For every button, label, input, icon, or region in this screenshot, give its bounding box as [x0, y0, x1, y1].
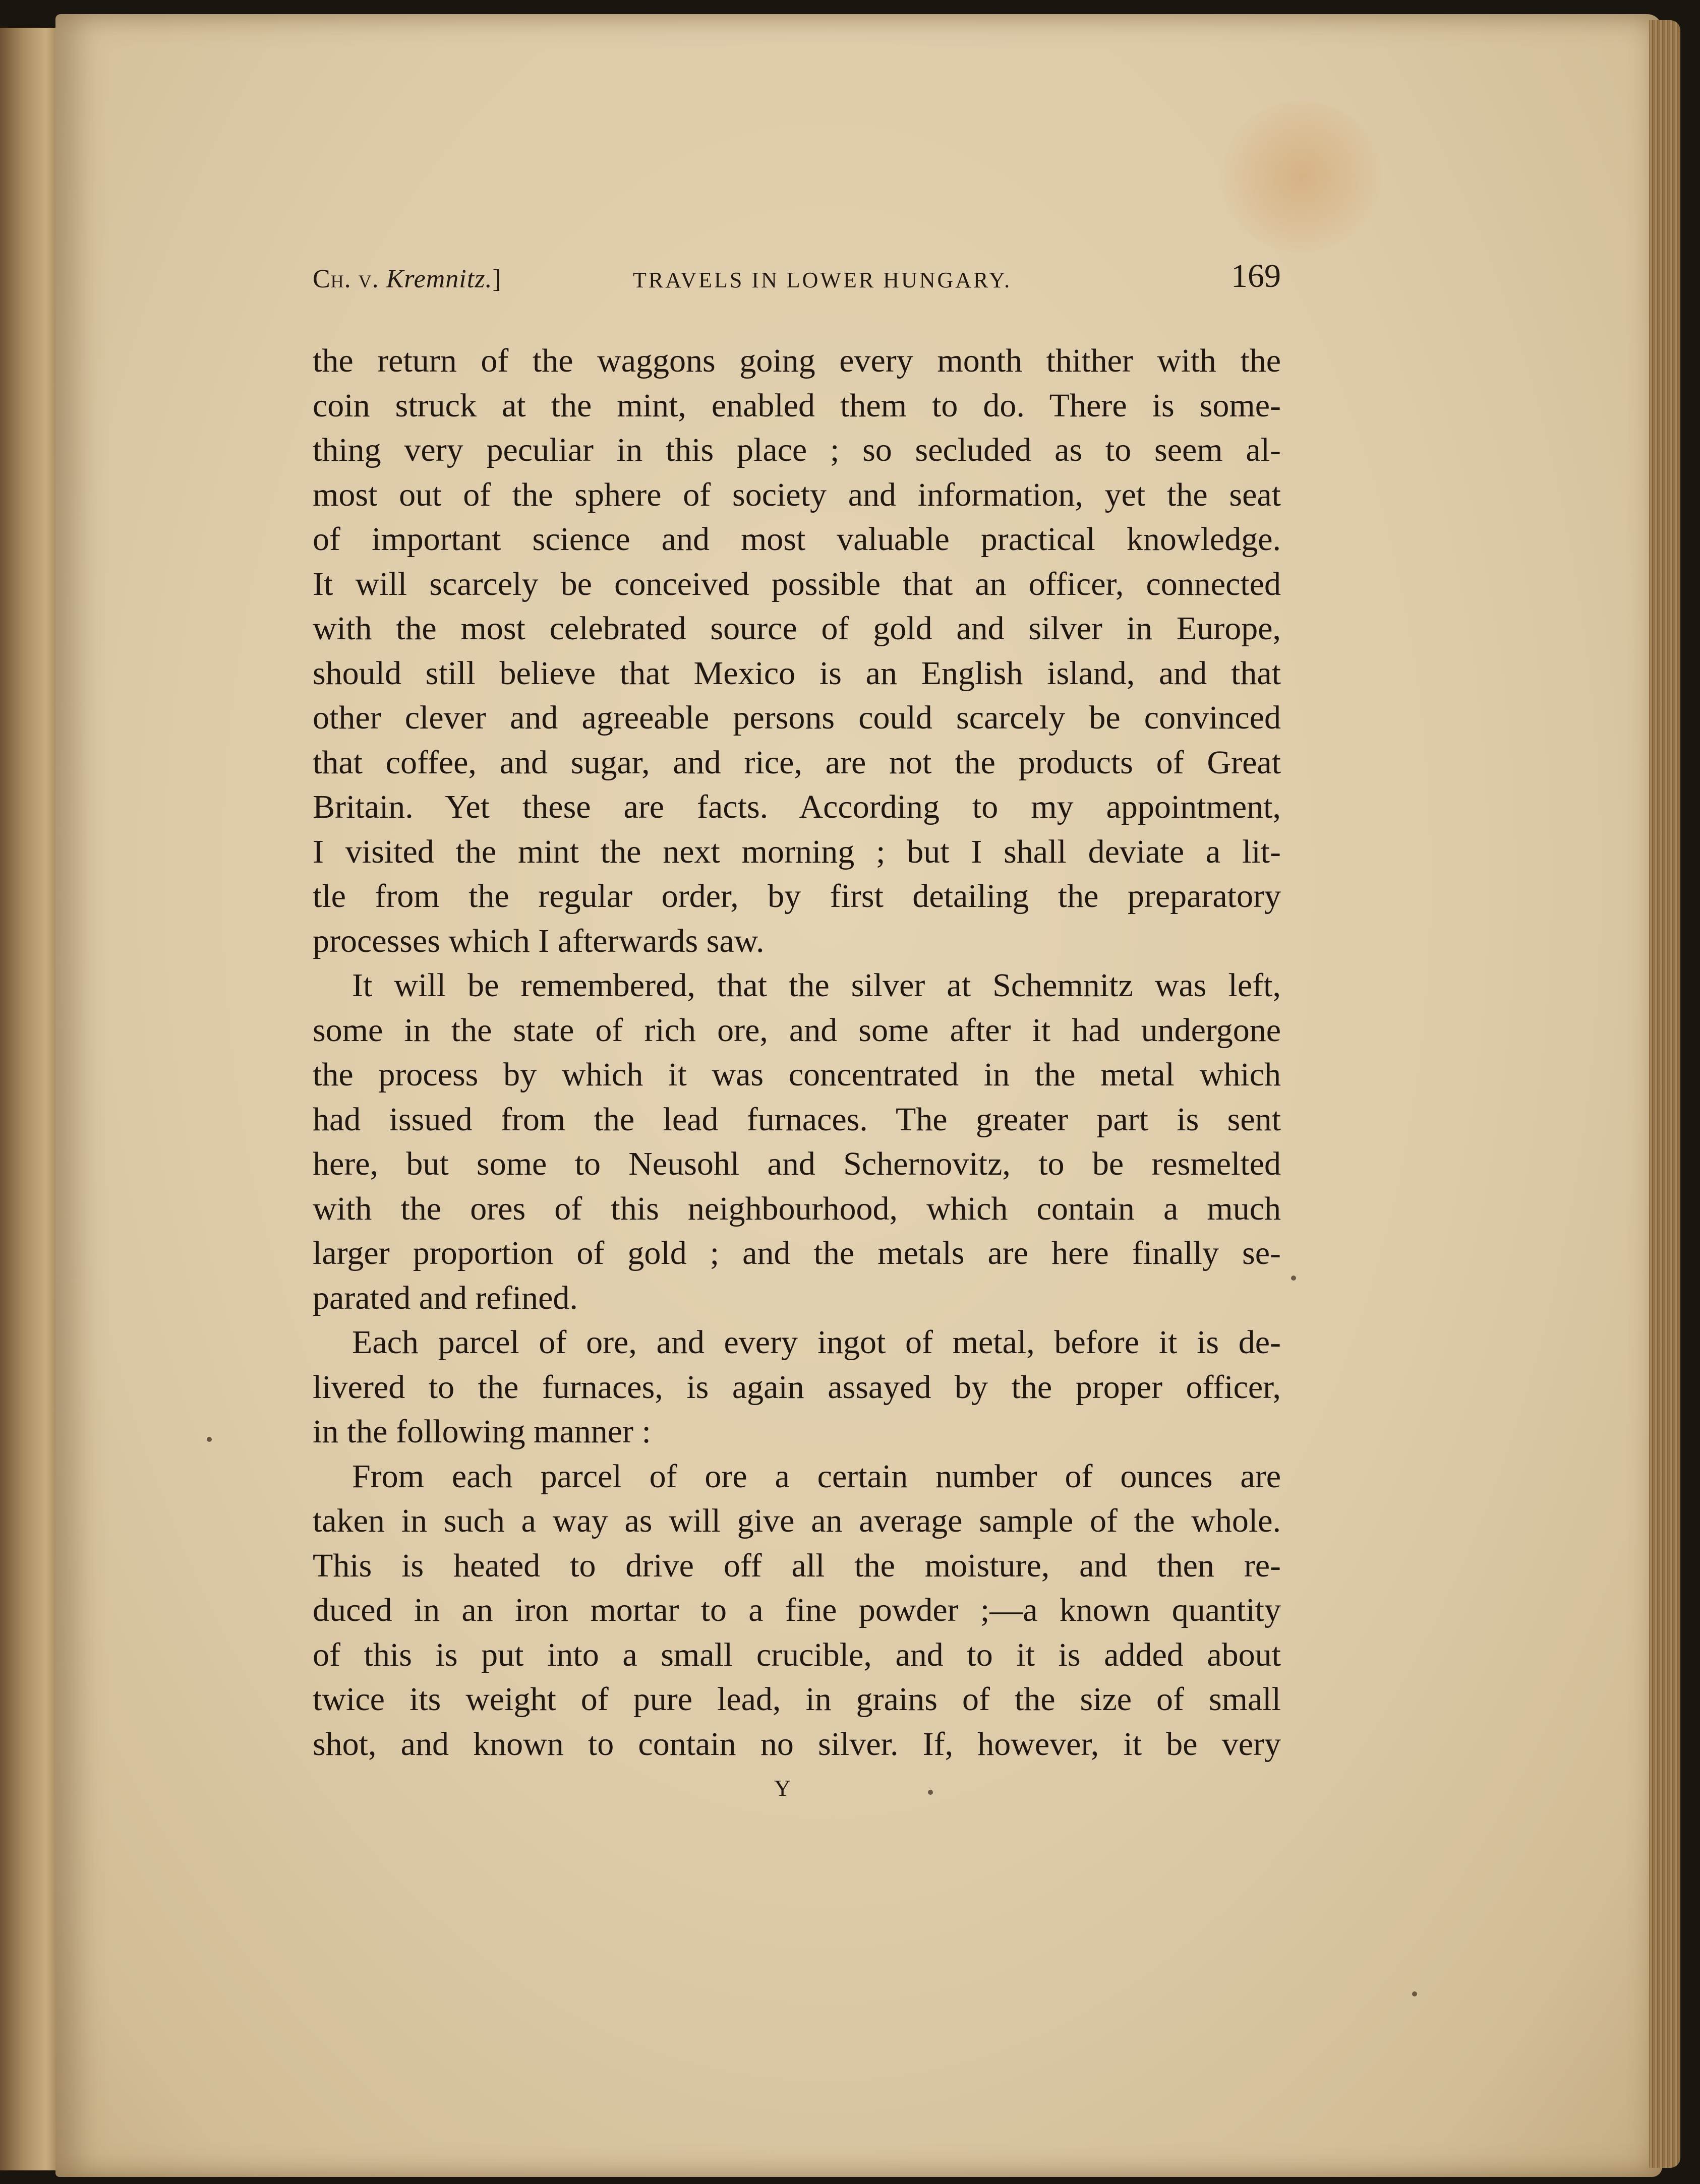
text-line: had issued from the lead furnaces. The greater part is sent — [313, 1101, 1281, 1138]
text-line: duced in an iron mortar to a fine powder ;—a known quantity — [313, 1592, 1281, 1628]
text-line: livered to the furnaces, is again assayed by the proper officer, — [313, 1368, 1281, 1406]
paper-speck — [928, 1790, 933, 1795]
paper-speck — [1412, 1991, 1417, 1996]
foxing-stain — [1220, 101, 1382, 252]
text-line: taken in such a way as will give an average sample of the whole. — [313, 1502, 1281, 1539]
running-header — [313, 257, 1281, 308]
text-line: the process by which it was concentrated in the metal which — [313, 1056, 1281, 1093]
paper-speck — [1291, 1276, 1296, 1281]
paper-speck — [207, 1437, 212, 1442]
text-line: with the ores of this neighbourhood, which contain a much — [313, 1190, 1281, 1227]
text-line: parated and refined. — [313, 1279, 578, 1316]
chapter-bracket: ] — [492, 265, 502, 293]
text-line: of important science and most valuable practical knowledge. — [313, 521, 1281, 558]
text-line: twice its weight of pure lead, in grains of the size of small — [313, 1681, 1281, 1718]
chapter-label: Ch. v. — [313, 265, 379, 293]
text-line: It will be remembered, that the silver at Schemnitz was left, — [352, 967, 1281, 1004]
text-line: coin struck at the mint, enabled them to do. There is some- — [313, 387, 1281, 424]
text-line: should still believe that Mexico is an English island, and that — [313, 654, 1281, 692]
text-line: most out of the sphere of society and information, yet the seat — [313, 476, 1281, 513]
text-line: some in the state of rich ore, and some after it had undergone — [313, 1011, 1281, 1049]
text-line: Britain. Yet these are facts. According to my appointment, — [313, 788, 1281, 825]
text-line: This is heated to drive off all the moisture, and then re- — [313, 1547, 1281, 1584]
text-line: with the most celebrated source of gold and silver in Europe, — [313, 610, 1281, 647]
running-title: TRAVELS IN LOWER HUNGARY. — [633, 268, 1012, 292]
text-line: other clever and agreeable persons could scarcely be convinced — [313, 699, 1281, 736]
chapter-place: Kremnitz. — [386, 265, 493, 293]
text-line: that coffee, and sugar, and rice, are not the products of Great — [313, 744, 1281, 781]
signature-mark: Y — [774, 1775, 792, 1801]
text-line: Each parcel of ore, and every ingot of metal, before it is de- — [352, 1324, 1281, 1361]
text-line: I visited the mint the next morning ; but I shall deviate a lit- — [313, 833, 1281, 870]
page-block-edge — [1649, 20, 1680, 2168]
body-text — [313, 339, 1281, 1767]
text-line: processes which I afterwards saw. — [313, 922, 765, 959]
text-line: shot, and known to contain no silver. If, however, it be very — [313, 1725, 1281, 1763]
chapter-reference — [313, 264, 502, 294]
page-number: 169 — [1231, 258, 1281, 294]
text-line: here, but some to Neusohl and Schernovitz, to be resmelted — [313, 1145, 1281, 1182]
text-line: of this is put into a small crucible, and to it is added about — [313, 1636, 1281, 1673]
text-line: It will scarcely be conceived possible that an officer, connected — [313, 565, 1281, 602]
text-line: tle from the regular order, by first detailing the preparatory — [313, 878, 1281, 915]
text-line: From each parcel of ore a certain number of ounces are — [352, 1458, 1281, 1495]
text-line: thing very peculiar in this place ; so secluded as to seem al- — [313, 432, 1281, 468]
text-line: larger proportion of gold ; and the metals are here finally se- — [313, 1235, 1281, 1271]
text-line: in the following manner : — [313, 1413, 651, 1450]
text-line: the return of the waggons going every month thither with the — [313, 342, 1281, 379]
